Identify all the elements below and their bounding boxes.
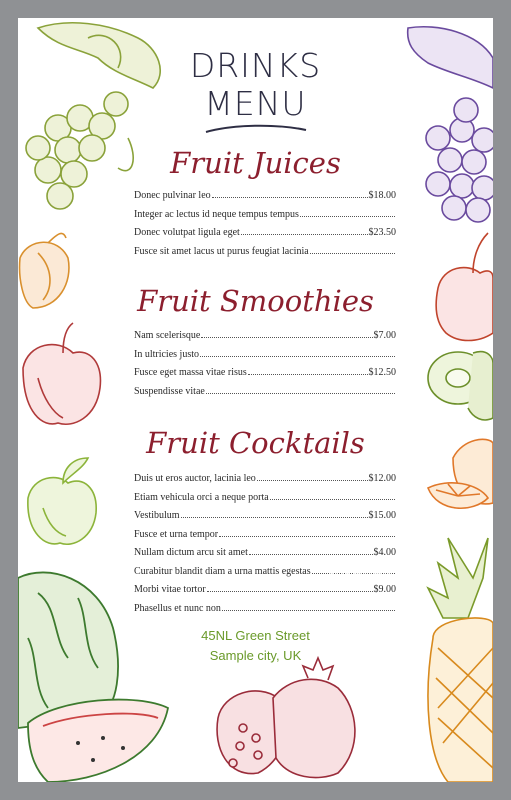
dot-leader [201, 337, 372, 338]
fruit-cocktails-list [134, 473, 396, 621]
item-name: Suspendisse vitae [134, 385, 205, 397]
dot-leader [219, 536, 395, 537]
item-name: Integer ac lectus id neque tempus tempus [134, 208, 299, 220]
list-item [134, 246, 396, 265]
dot-leader [212, 197, 368, 198]
item-name: Fusce eget massa vitae risus [134, 367, 247, 378]
item-name: Donec volutpat ligula eget [134, 227, 240, 238]
list-item [134, 209, 396, 228]
item-name: Vestibulum [134, 510, 180, 521]
item-price: $15.00 [368, 510, 396, 521]
dot-leader [181, 517, 368, 518]
item-price: $18.00 [368, 190, 396, 201]
pomegranate-illustration [217, 658, 355, 778]
list-item [134, 227, 396, 246]
list-item [134, 386, 396, 405]
menu-card [18, 18, 493, 782]
dot-leader [241, 234, 368, 235]
address-street: 45NL Green Street [201, 628, 310, 643]
item-name: Phasellus et nunc non [134, 602, 221, 614]
list-item [134, 190, 396, 209]
watermark: VCG 视觉中国 [328, 569, 393, 580]
address-city: Sample city, UK [209, 648, 302, 663]
item-name: Fusce et urna tempor [134, 528, 219, 540]
item-name: Morbi vitae tortor [134, 584, 206, 595]
red-apple-illustration [23, 323, 100, 424]
section-title-fruit-cocktails: Fruit Cocktails [146, 426, 365, 460]
fruit-smoothies-list [134, 330, 396, 404]
list-item [134, 349, 396, 368]
item-name: Nam scelerisque [134, 330, 201, 341]
kiwi-illustration [428, 352, 493, 420]
list-item [134, 473, 396, 492]
item-price: $9.00 [373, 584, 396, 595]
menu-title-line1: DRINKS [189, 46, 322, 85]
item-price: $7.00 [373, 330, 396, 341]
item-name: Donec pulvinar leo [134, 190, 211, 201]
section-title-fruit-juices: Fruit Juices [170, 146, 341, 180]
item-price: $23.50 [368, 227, 396, 238]
dot-leader [249, 554, 373, 555]
item-name: Curabitur blandit diam a urna mattis egestas [134, 565, 311, 577]
item-name: Nullam dictum arcu sit amet [134, 547, 248, 558]
item-price: $12.00 [368, 473, 396, 484]
list-item [134, 330, 396, 349]
item-name: Duis ut eros auctor, lacinia leo [134, 473, 256, 484]
item-name: Fusce sit amet lacus ut purus feugiat lacinia [134, 245, 309, 257]
dot-leader [300, 216, 395, 217]
dot-leader [257, 480, 368, 481]
dot-leader [206, 393, 395, 394]
list-item [134, 584, 396, 603]
item-price: $4.00 [373, 547, 396, 558]
list-item [134, 367, 396, 386]
dot-leader [310, 253, 395, 254]
green-apple-illustration [28, 458, 96, 544]
title-swash-ornament [204, 122, 308, 136]
section-title-fruit-smoothies: Fruit Smoothies [137, 284, 374, 318]
dot-leader [270, 499, 395, 500]
dot-leader [207, 591, 373, 592]
fruit-juices-list [134, 190, 396, 264]
item-price: $12.50 [368, 367, 396, 378]
dot-leader [222, 610, 395, 611]
list-item [134, 492, 396, 511]
dot-leader [248, 374, 368, 375]
list-item [134, 510, 396, 529]
item-name: In ultricies justo [134, 348, 199, 360]
list-item [134, 529, 396, 548]
list-item [134, 547, 396, 566]
item-name: Etiam vehicula orci a neque porta [134, 491, 269, 503]
dot-leader [200, 356, 395, 357]
list-item [134, 603, 396, 622]
menu-title-line2: MENU [204, 84, 307, 123]
